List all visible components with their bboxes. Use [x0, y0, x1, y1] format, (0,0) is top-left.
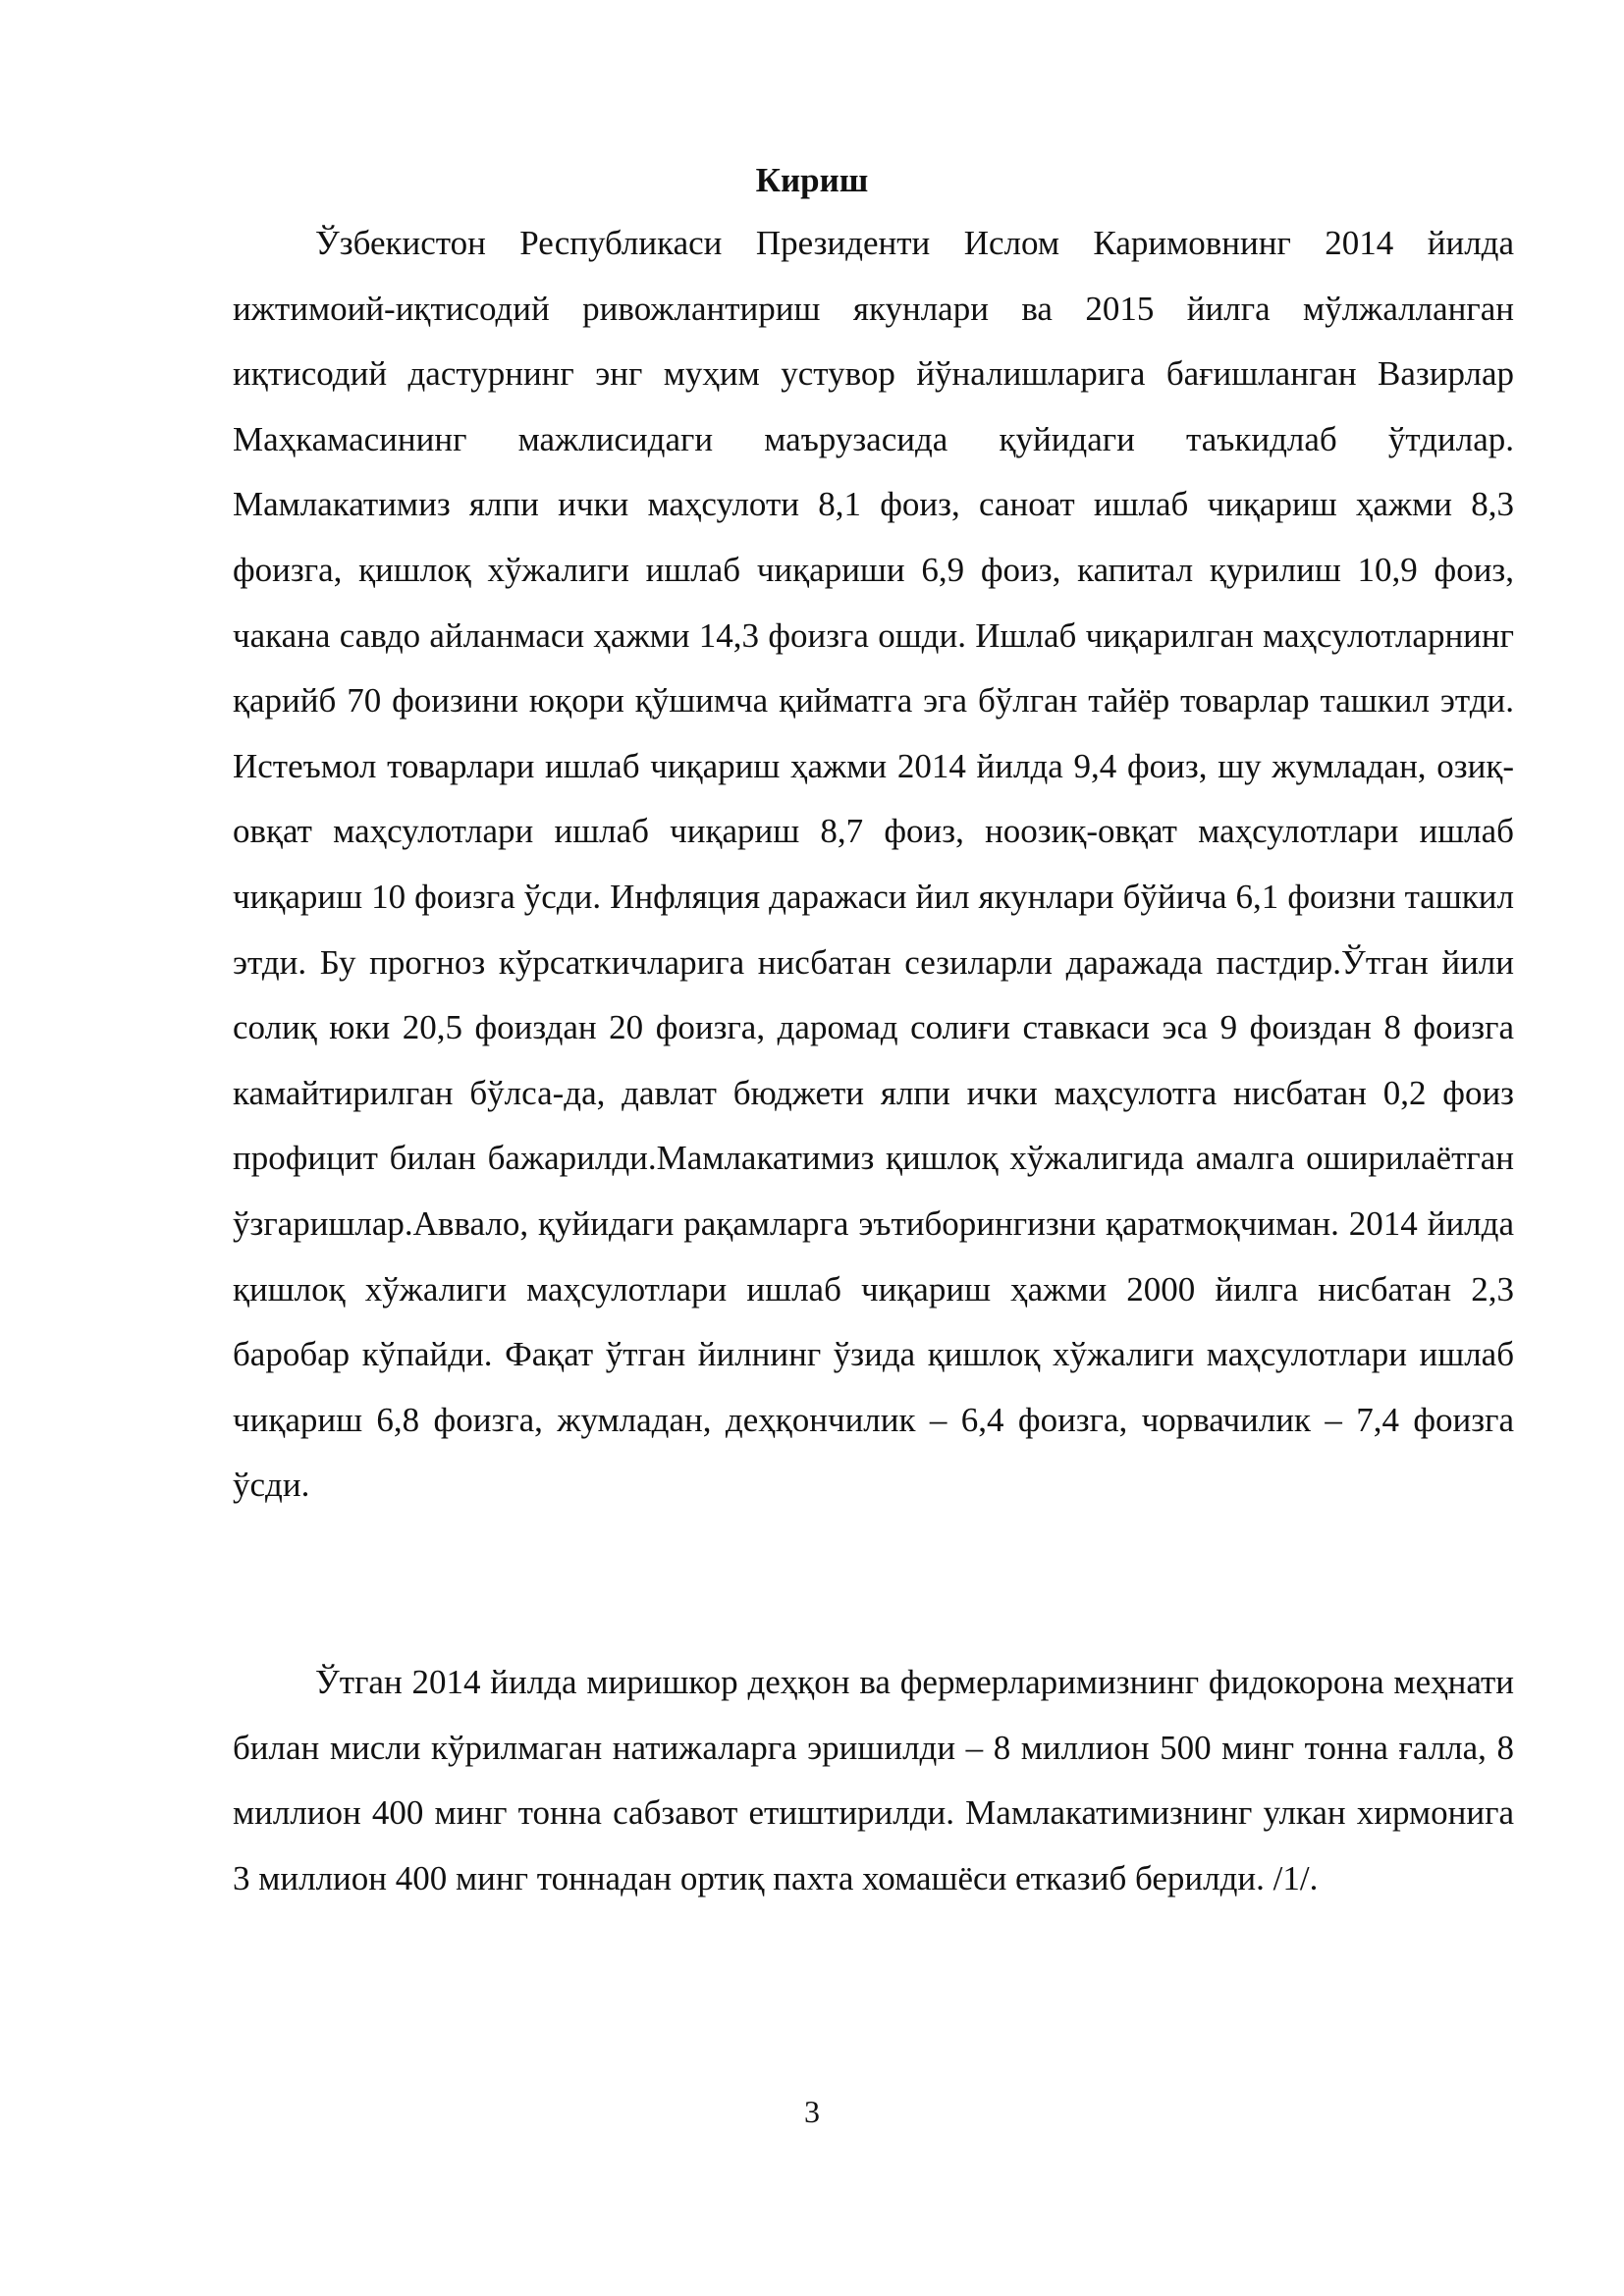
page-number: 3: [804, 2094, 820, 2129]
paragraph-1: Ўзбекистон Республикаси Президенти Ислом Каримовнинг 2014 йилда ижтимоий-иқтисодий ривожлантириш якунлари ва 2015 йилга мўлжалланган иқтисодий дастурнинг энг муҳим устувор йўналишларига бағишланган Вазирлар Маҳкамасининг мажлисидаги маърузасида қуйидаги таъкидлаб ўтдилар. Мамлакатимиз ялпи ички маҳсулоти 8,1 фоиз, саноат ишлаб чиқариш ҳажми 8,3 фоизга, қишлоқ хўжалиги ишлаб чиқариши 6,9 фоиз, капитал қурилиш 10,9 фоиз, чакана савдо айланмаси ҳажми 14,3 фоизга ошди. Ишлаб чиқарилган маҳсулотларнинг қарийб 70 фоизини юқори қўшимча қийматга эга бўлган тайёр товарлар ташкил этди. Истеъмол товарлари ишлаб чиқариш ҳажми 2014 йилда 9,4 фоиз, шу жумладан, озиқ-овқат маҳсулотлари ишлаб чиқариш 8,7 фоиз, ноозиқ-овқат маҳсулотлари ишлаб чиқариш 10 фоизга ўсди. Инфляция даражаси йил якунлари бўйича 6,1 фоизни ташкил этди. Бу прогноз кўрсаткичларига нисбатан сезиларли даражада пастдир.Ўтган йили солиқ юки 20,5 фоиздан 20 фоизга, даромад солиғи ставкаси эса 9 фоиздан 8 фоизга камайтирилган бўлса-да, давлат бюджети ялпи ички маҳсулотга нисбатан 0,2 фоиз профицит билан бажарилди.Мамлакатимиз қишлоқ хўжалигида амалга оширилаётган ўзгаришлар.Аввало, қуйидаги рақамларга эътиборингизни қаратмоқчиман. 2014 йилда қишлоқ хўжалиги маҳсулотлари ишлаб чиқариш ҳажми 2000 йилга нисбатан 2,3 баробар кўпайди. Фақат ўтган йилнинг ўзида қишлоқ хўжалиги маҳсулотлари ишлаб чиқариш 6,8 фоизга, жумладан, деҳқончилик – 6,4 фоизга, чорвачилик – 7,4 фоизга ўсди.: [233, 224, 1514, 1505]
section-heading: Кириш: [755, 161, 869, 199]
paragraph-2: Ўтган 2014 йилда миришкор деҳқон ва фермерларимизнинг фидокорона меҳнати билан мисли кўрилмаган натижаларга эришилди – 8 миллион 500 минг тонна ғалла, 8 миллион 400 минг тонна сабзавот етиштирилди. Мамлакатимизнинг улкан хирмонига 3 миллион 400 минг тоннадан ортиқ пахта хомашёси етказиб берилди. /1/.: [233, 1663, 1514, 1897]
